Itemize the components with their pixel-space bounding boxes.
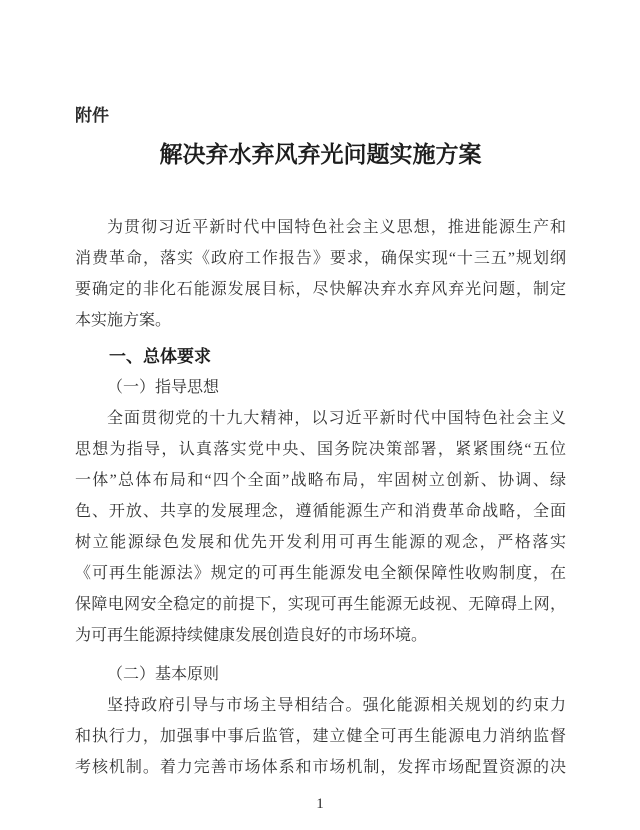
intro-paragraph [75, 212, 566, 336]
text-line: 树立能源绿色发展和优先开发利用可再生能源的观念，严格落实 [75, 534, 566, 551]
text-line: 为贯彻习近平新时代中国特色社会主义思想，推进能源生产和 [107, 219, 566, 236]
text-line: 本实施方案。 [75, 312, 172, 329]
heading-basic-principles: （二）基本原则 [107, 666, 220, 683]
guiding-ideology-paragraph [75, 403, 566, 651]
document-body [75, 212, 566, 783]
text-line: 《可再生能源法》规定的可再生能源发电全额保障性收购制度，在 [75, 565, 566, 582]
text-line: 色、开放、共享的发展理念，遵循能源生产和消费革命战略，全面 [75, 503, 566, 520]
text-line: 坚持政府引导与市场主导相结合。强化能源相关规划的约束力 [107, 697, 566, 714]
text-line: 考核机制。着力完善市场体系和市场机制，发挥市场配置资源的决 [75, 759, 566, 776]
page-number: 1 [316, 796, 324, 812]
basic-principles-paragraph [75, 690, 566, 783]
text-line: 消费革命，落实《政府工作报告》要求，确保实现“十三五”规划纲 [75, 250, 566, 267]
text-line: 全面贯彻党的十九大精神，以习近平新时代中国特色社会主义 [107, 410, 566, 427]
text-line: 为可再生能源持续健康发展创造良好的市场环境。 [75, 627, 428, 644]
heading-guiding-ideology: （一）指导思想 [107, 379, 220, 396]
text-line: 和执行力，加强事中事后监管，建立健全可再生能源电力消纳监督 [75, 728, 566, 745]
attachment-label: 附件 [75, 106, 109, 125]
text-line: 要确定的非化石能源发展目标，尽快解决弃水弃风弃光问题，制定 [75, 281, 566, 298]
document-title: 解决弃水弃风弃光问题实施方案 [159, 142, 482, 167]
text-line: 一体”总体布局和“四个全面”战略布局，牢固树立创新、协调、绿 [75, 472, 566, 489]
text-line: 保障电网安全稳定的前提下，实现可再生能源无歧视、无障碍上网， [75, 596, 566, 613]
heading-overall-requirements: 一、总体要求 [109, 347, 211, 366]
text-line: 思想为指导，认真落实党中央、国务院决策部署，紧紧围绕“五位 [75, 441, 566, 458]
